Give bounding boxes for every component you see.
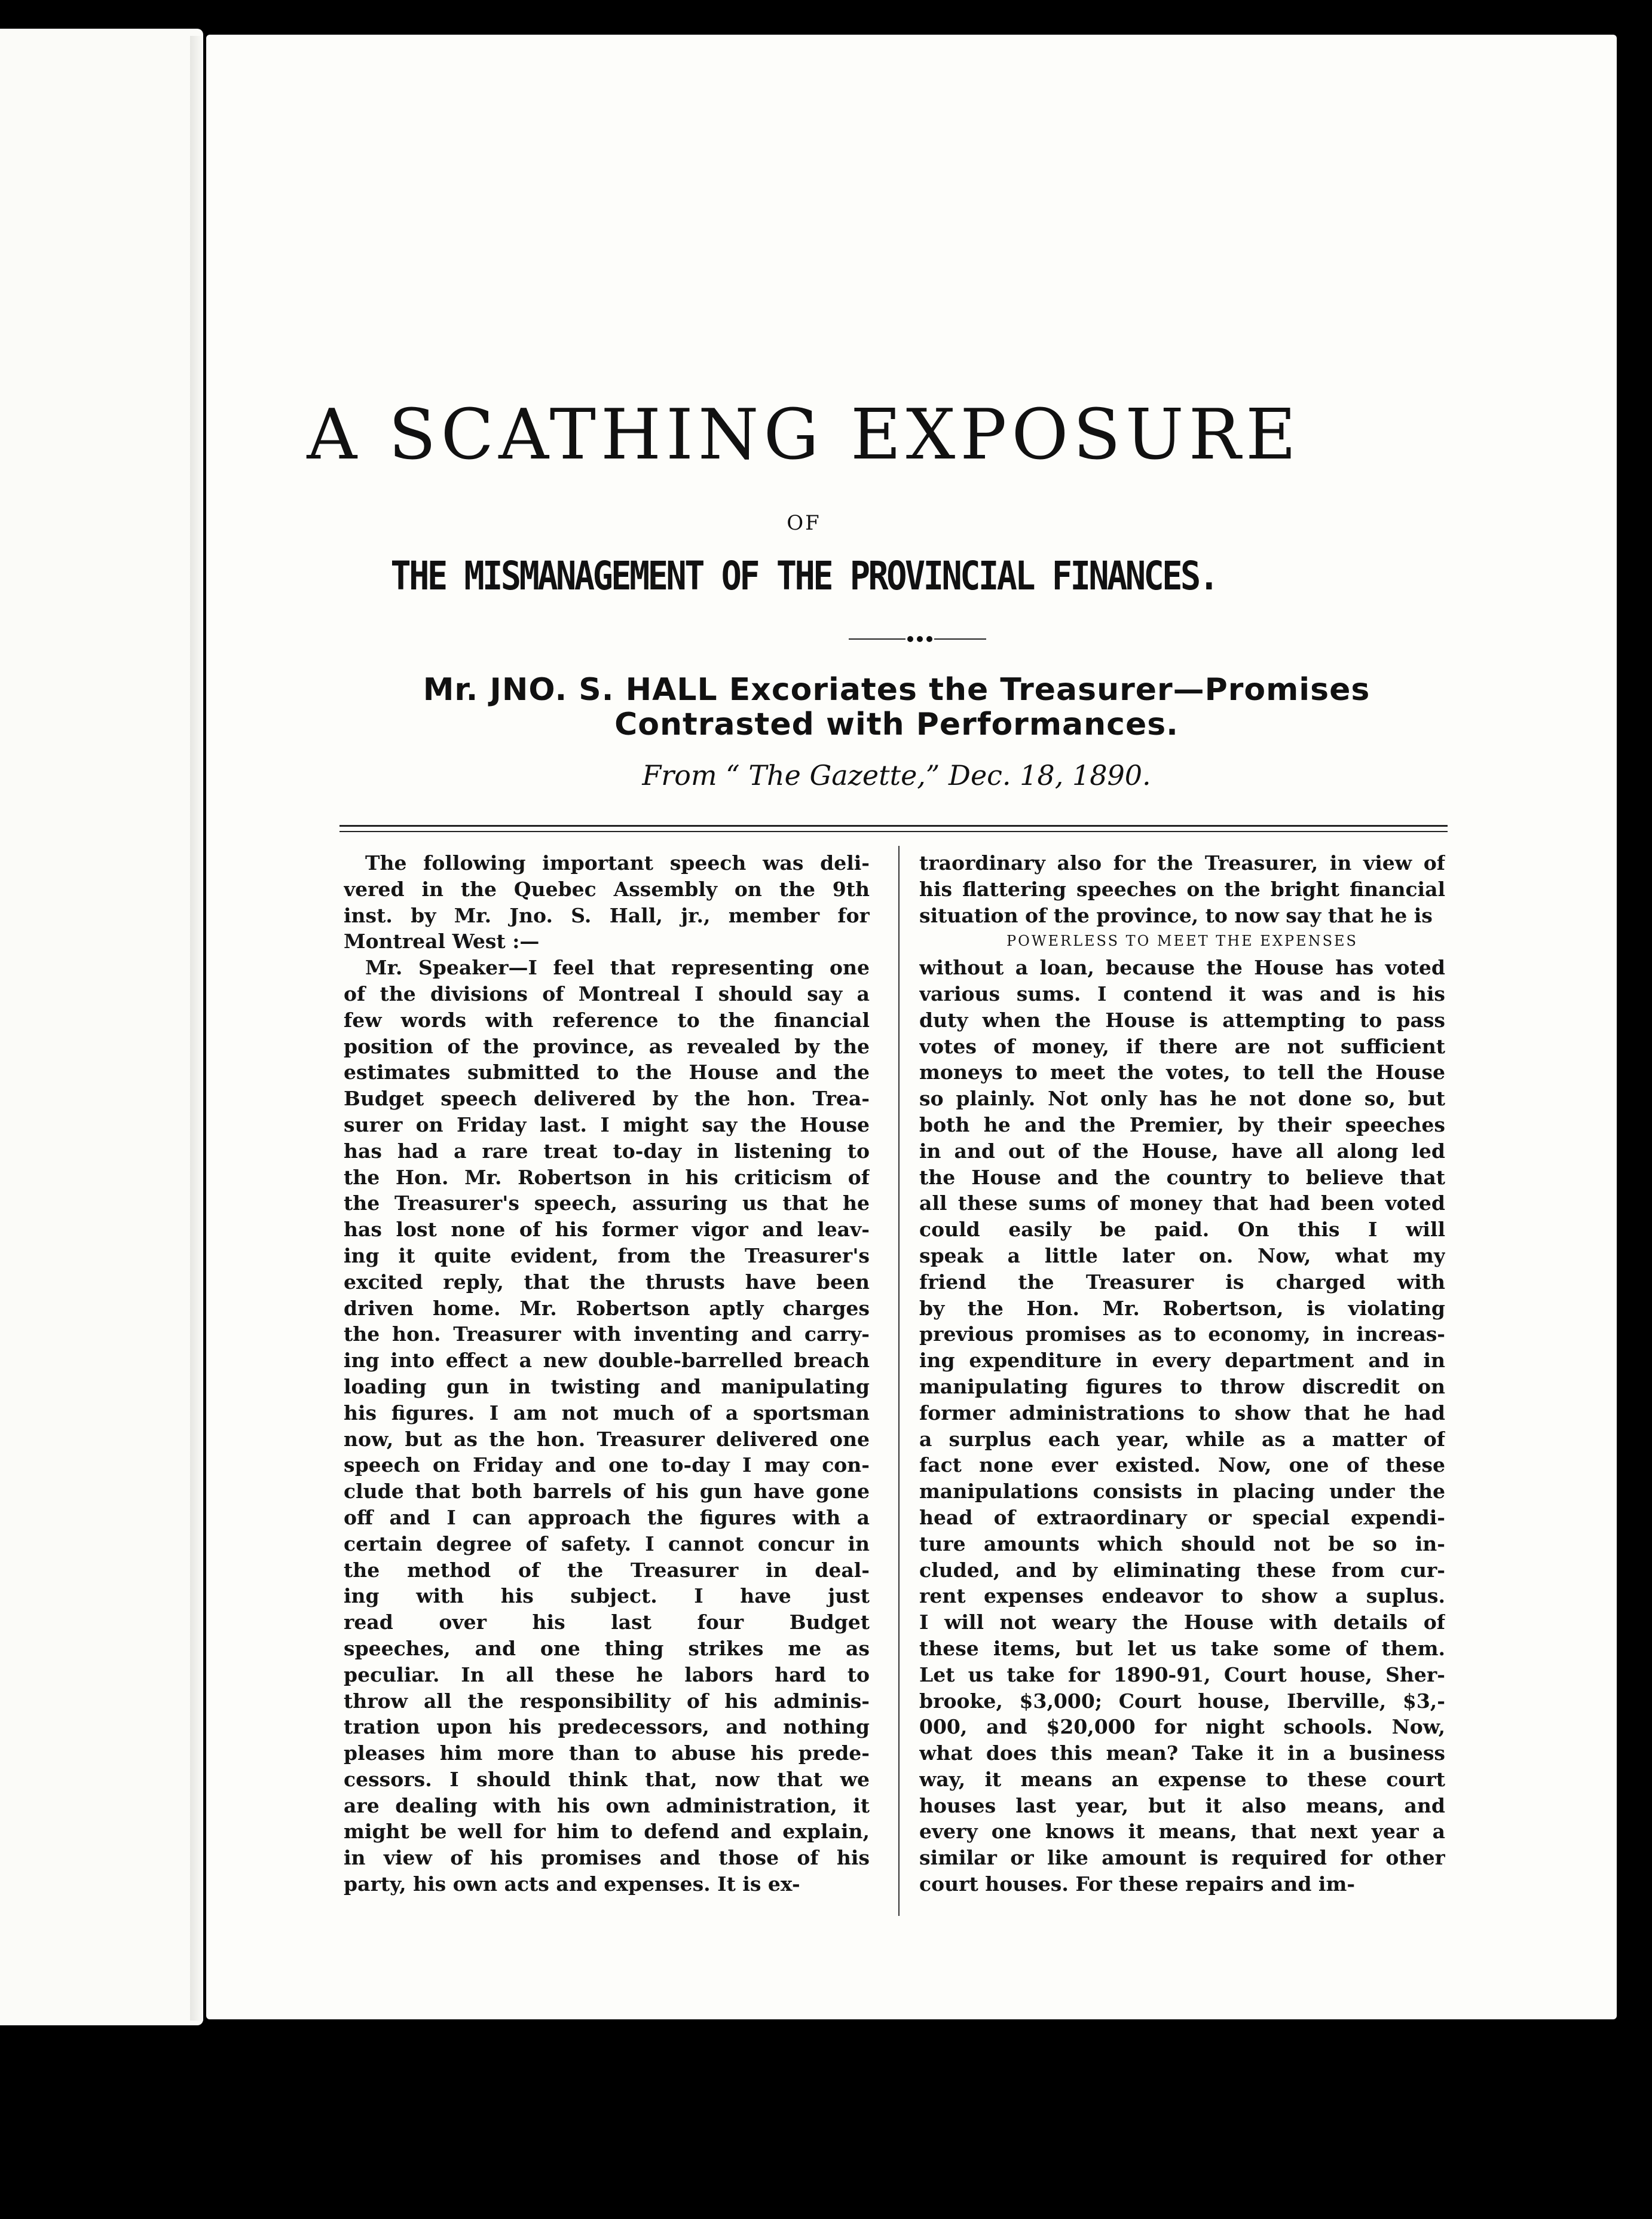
text-line: a surplus each year, while as a matter of <box>919 1427 1445 1451</box>
text-line: fact none ever existed. Now, one of these <box>919 1453 1445 1477</box>
text-line: these items, but let us take some of them. <box>919 1636 1445 1660</box>
text-line: pleases him more than to abuse his prede- <box>344 1741 870 1765</box>
headline <box>335 673 1458 742</box>
text-line: certain degree of safety. I cannot concur in <box>344 1532 870 1555</box>
page-gutter-shadow <box>190 36 203 2021</box>
text-line: estimates submitted to the House and the <box>344 1060 870 1084</box>
text-line: Mr. Speaker—I feel that representing one <box>365 956 870 980</box>
text-line: speak a little later on. Now, what my <box>919 1243 1445 1267</box>
text-line: situation of the province, to now say that he is <box>919 903 1433 927</box>
facing-page-edge <box>0 29 203 2025</box>
text-line: brooke, $3,000; Court house, Iberville, $3,- <box>919 1689 1445 1713</box>
text-line: every one knows it means, that next year a <box>919 1820 1445 1844</box>
text-line: by the Hon. Mr. Robertson, is violating <box>919 1296 1445 1320</box>
source-citation: From “ The Gazette,” Dec. 18, 1890. <box>642 759 1151 791</box>
text-line: I will not weary the House with details of <box>919 1610 1445 1634</box>
text-line: the House and the country to believe that <box>919 1165 1445 1189</box>
text-line: court houses. For these repairs and im- <box>919 1872 1356 1896</box>
text-line: surer on Friday last. I might say the House <box>344 1112 870 1136</box>
text-line: the Treasurer's speech, assuring us that he <box>344 1191 870 1215</box>
text-line: houses last year, but it also means, and <box>919 1793 1445 1817</box>
text-line: could easily be paid. On this I will <box>919 1218 1445 1242</box>
text-line: excited reply, that the thrusts have been <box>344 1270 870 1294</box>
text-line: speech on Friday and one to-day I may con- <box>344 1453 870 1477</box>
text-line: party, his own acts and expenses. It is ex- <box>344 1872 800 1896</box>
text-line: peculiar. In all these he labors hard to <box>344 1662 870 1686</box>
text-line: driven home. Mr. Robertson aptly charges <box>344 1296 870 1320</box>
text-line: both he and the Premier, by their speeches <box>919 1112 1445 1136</box>
text-line: cessors. I should think that, now that we <box>344 1767 870 1791</box>
text-line: friend the Treasurer is charged with <box>919 1270 1445 1294</box>
text-line: now, but as the hon. Treasurer delivered one <box>344 1427 870 1451</box>
text-line: 000, and $20,000 for night schools. Now, <box>919 1715 1445 1739</box>
text-line: manipulating figures to throw discredit on <box>919 1374 1445 1398</box>
text-line: Budget speech delivered by the hon. Trea- <box>344 1087 870 1111</box>
text-line: position of the province, as revealed by the <box>344 1034 870 1058</box>
text-line: former administrations to show that he had <box>919 1401 1445 1425</box>
text-line: so plainly. Not only has he not done so, but <box>919 1087 1445 1111</box>
text-line: speeches, and one thing strikes me as <box>344 1636 870 1660</box>
text-line: traordinary also for the Treasurer, in view of <box>919 851 1445 875</box>
document-subtitle: THE MISMANAGEMENT OF THE PROVINCIAL FINANCES. <box>390 553 1217 599</box>
text-line: manipulations consists in placing under the <box>919 1480 1445 1503</box>
text-line: has had a rare treat to-day in listening to <box>344 1139 870 1163</box>
text-line: ing it quite evident, from the Treasurer's <box>344 1243 870 1267</box>
top-rule <box>339 825 1448 827</box>
text-line: moneys to meet the votes, to tell the House <box>919 1060 1445 1084</box>
text-line: clude that both barrels of his gun have gone <box>344 1480 870 1503</box>
text-line: without a loan, because the House has voted <box>919 956 1445 980</box>
text-line: the method of the Treasurer in deal- <box>344 1558 870 1582</box>
text-line: all these sums of money that had been voted <box>919 1191 1445 1215</box>
text-line: has lost none of his former vigor and leav- <box>344 1218 870 1242</box>
text-line: the Hon. Mr. Robertson in his criticism of <box>344 1165 870 1189</box>
text-line: Let us take for 1890-91, Court house, Sher- <box>919 1662 1445 1686</box>
text-line: The following important speech was deli- <box>365 851 870 875</box>
text-line: ing expenditure in every department and in <box>919 1349 1445 1373</box>
top-rule-double <box>339 831 1448 832</box>
text-line: few words with reference to the financial <box>344 1008 870 1032</box>
text-line: various sums. I contend it was and is his <box>919 982 1445 1005</box>
text-line: his flattering speeches on the bright financial <box>919 877 1445 901</box>
text-line: off and I can approach the figures with a <box>344 1505 870 1529</box>
text-line: votes of money, if there are not sufficient <box>919 1034 1445 1058</box>
text-line: cluded, and by eliminating these from cur- <box>919 1558 1445 1582</box>
headline-line-1: Mr. JNO. S. HALL Excoriates the Treasurer—Promises <box>423 672 1370 708</box>
document-title: A SCATHING EXPOSURE <box>307 395 1301 475</box>
text-line: in and out of the House, have all along led <box>919 1139 1445 1163</box>
right-column <box>919 850 1445 1897</box>
text-line: in view of his promises and those of his <box>344 1846 870 1870</box>
text-line: tration upon his predecessors, and nothing <box>344 1715 870 1739</box>
text-line: way, it means an expense to these court <box>919 1767 1445 1791</box>
left-column <box>344 850 870 1897</box>
text-line: loading gun in twisting and manipulating <box>344 1374 870 1398</box>
text-line: head of extraordinary or special expendi- <box>919 1505 1445 1529</box>
text-line: of the divisions of Montreal I should say a <box>344 982 870 1005</box>
text-line: throw all the responsibility of his adminis- <box>344 1689 870 1713</box>
text-line: the hon. Treasurer with inventing and carry- <box>344 1322 870 1346</box>
text-line: Montreal West :— <box>344 930 540 953</box>
text-line: similar or like amount is required for other <box>919 1846 1445 1870</box>
text-line: inst. by Mr. Jno. S. Hall, jr., member for <box>344 903 870 927</box>
text-line: what does this mean? Take it in a business <box>919 1741 1445 1765</box>
text-line: vered in the Quebec Assembly on the 9th <box>344 877 870 901</box>
headline-line-2: Contrasted with Performances. <box>614 707 1179 742</box>
text-line: might be well for him to defend and explain, <box>344 1820 870 1844</box>
column-divider <box>898 846 900 1916</box>
text-line: ing with his subject. I have just <box>344 1584 870 1608</box>
text-line: duty when the House is attempting to pass <box>919 1008 1445 1032</box>
text-line: are dealing with his own administration, it <box>344 1793 870 1817</box>
text-line: his figures. I am not much of a sportsman <box>344 1401 870 1425</box>
title-connector: OF <box>787 511 821 535</box>
text-line: read over his last four Budget <box>344 1610 870 1634</box>
text-line: POWERLESS TO MEET THE EXPENSES <box>1007 933 1358 950</box>
text-line: ture amounts which should not be so in- <box>919 1532 1445 1555</box>
text-line: previous promises as to economy, in increas- <box>919 1322 1445 1346</box>
text-line: ing into effect a new double-barrelled breach <box>344 1349 870 1373</box>
ornament-divider <box>849 635 986 643</box>
text-line: rent expenses endeavor to show a suplus. <box>919 1584 1445 1608</box>
